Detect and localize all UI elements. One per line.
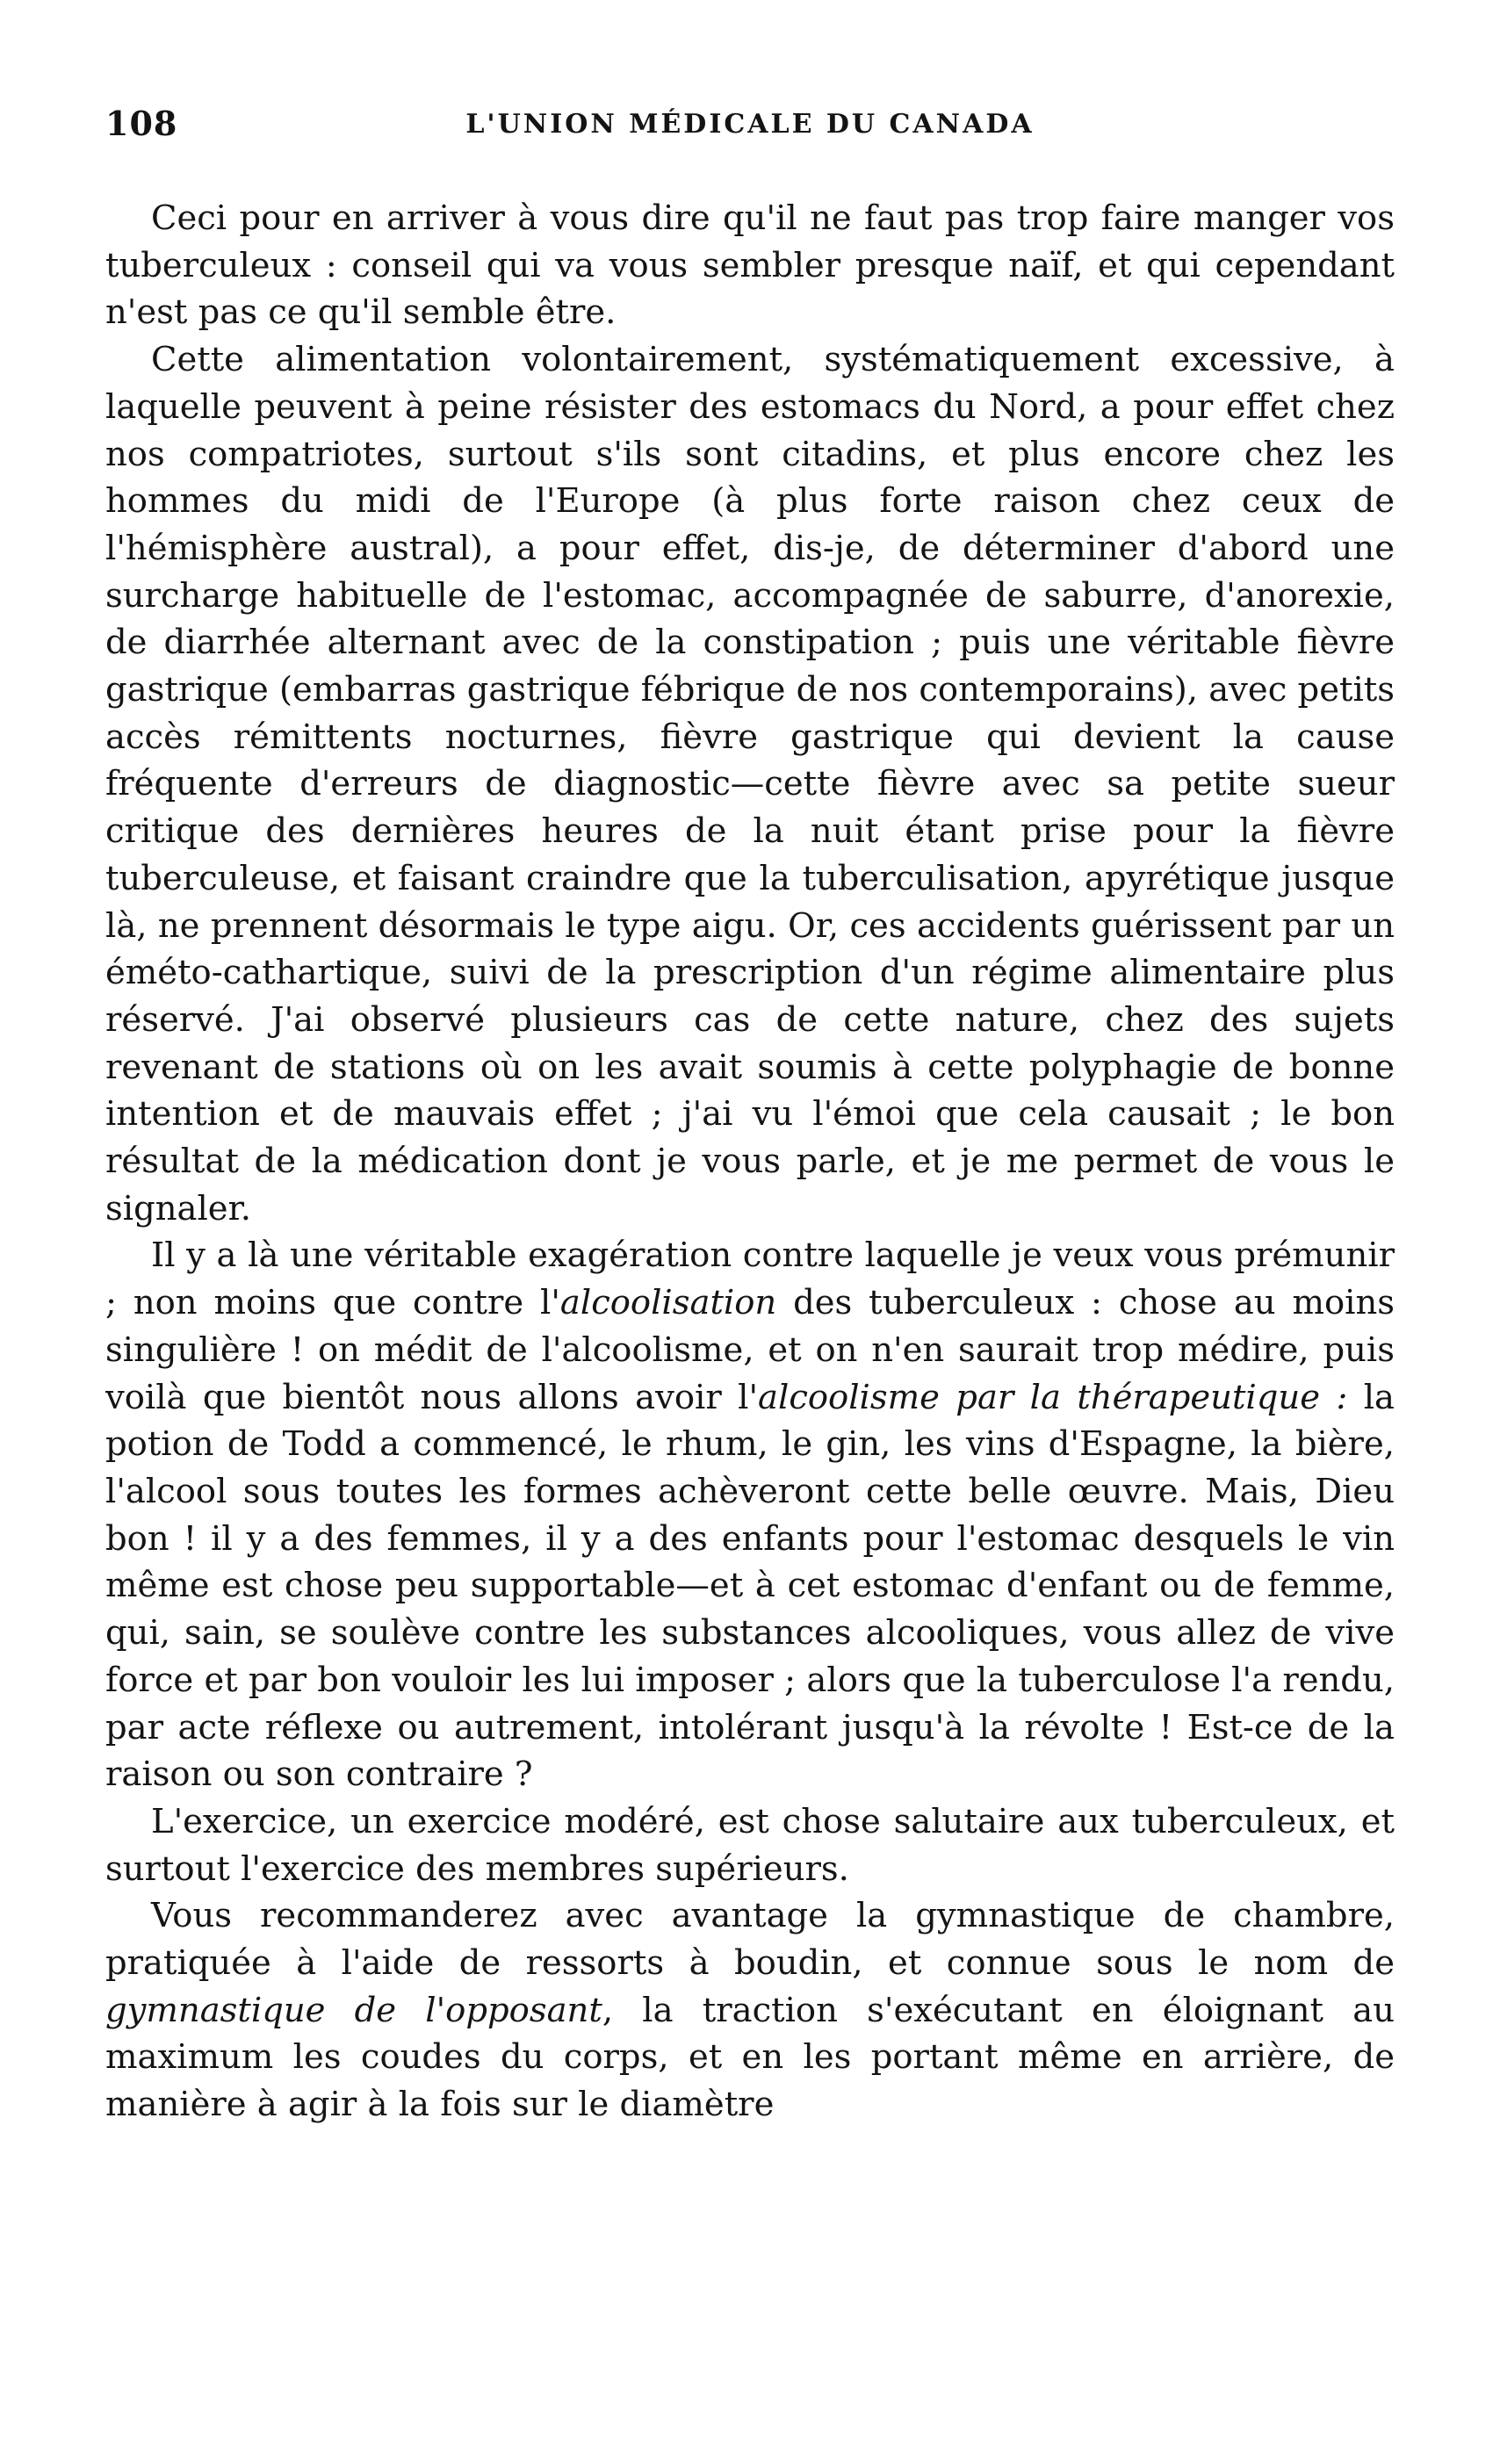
paragraph-4 (105, 1798, 1395, 1892)
paragraph-3 (105, 1232, 1395, 1798)
paragraph-1 (105, 195, 1395, 336)
body-text (105, 195, 1395, 2129)
italic-term-alcoolisation: alcoolisation (559, 1283, 777, 1323)
italic-term-alcoolisme-therapeutique: alcoolisme par la thérapeutique : (758, 1377, 1348, 1417)
text-run: L'exercice, un exercice modéré, est chose salutaire aux tuberculeux, et surtout l'exercice des membres supérieurs. (105, 1801, 1395, 1889)
paragraph-5 (105, 1892, 1395, 2129)
paragraph-2 (105, 336, 1395, 1232)
text-run: Ceci pour en arriver à vous dire qu'il ne faut pas trop faire manger vos tuberculeux : conseil qui va vous sembler presque naïf, et qui cependant n'est pas ce qu'il semble être. (105, 198, 1395, 333)
document-page (105, 104, 1395, 2129)
running-header (105, 104, 1395, 156)
text-run: Cette alimentation volontairement, systématiquement excessive, à laquelle peuvent à peine résister des estomacs du Nord, a pour effet chez nos compatriotes, surtout s'ils sont citadins, et plus encore chez les hommes du midi de l'Europe (à plus forte raison chez ceux de l'hémisphère austral), a pour effet, dis-je, de déterminer d'abord une surcharge habituelle de l'estomac, accompagnée de saburre, d'anorexie, de diarrhée alternant avec de la constipation ; puis une véritable fièvre gastrique (embarras gastrique fébrique de nos contemporains), avec petits accès rémittents nocturnes, fièvre gastrique qui devient la cause fréquente d'erreurs de diagnostic—cette fièvre avec sa petite sueur critique des dernières heures de la nuit étant prise pour la fièvre tuberculeuse, et faisant craindre que la tuberculisation, apyrétique jusque là, ne prennent désormais le type aigu. Or, ces accidents guérissent par un éméto-cathartique, suivi de la prescription d'un régime alimentaire plus réservé. J'ai observé plusieurs cas de cette nature, chez des sujets revenant de stations où on les avait soumis à cette polyphagie de bonne intention et de mauvais effet ; j'ai vu l'émoi que cela causait ; le bon résultat de la médication dont je vous parle, et je me permet de vous le signaler. (105, 340, 1395, 1228)
text-run: des tuberculeux : chose au moins singulière ! on médit de l'alcoolisme, et on n'en saurait trop médire, puis voilà que bientôt nous allons avoir l' (105, 1283, 1395, 1417)
page-number: 108 (105, 104, 178, 143)
text-run: , la traction s'exécutant en éloignant au maximum les coudes du corps, et en les portant même en arrière, de manière à agir à la fois sur le diamètre (105, 1990, 1395, 2125)
text-run: Il y a là une véritable exagération contre laquelle je veux vous prémunir ; non moins que contre l' (105, 1236, 1395, 1323)
text-run: Vous recommanderez avec avantage la gymnastique de chambre, pratiquée à l'aide de ressorts à boudin, et connue sous le nom de (105, 1896, 1395, 1984)
journal-title: L'UNION MÉDICALE DU CANADA (465, 109, 1035, 140)
text-run: la potion de Todd a commencé, le rhum, le gin, les vins d'Espagne, la bière, l'alcool sous toutes les formes achèveront cette belle œuvre. Mais, Dieu bon ! il y a des femmes, il y a des enfants pour l'estomac desquels le vin même est chose peu supportable—et à cet estomac d'enfant ou de femme, qui, sain, se soulève contre les substances alcooliques, vous allez de vive force et par bon vouloir les lui imposer ; alors que la tuberculose l'a rendu, par acte réflexe ou autrement, intolérant jusqu'à la révolte ! Est-ce de la raison ou son contraire ? (105, 1377, 1395, 1795)
italic-term-gymnastique-opposant: gymnastique de l'opposant (105, 1990, 602, 2030)
